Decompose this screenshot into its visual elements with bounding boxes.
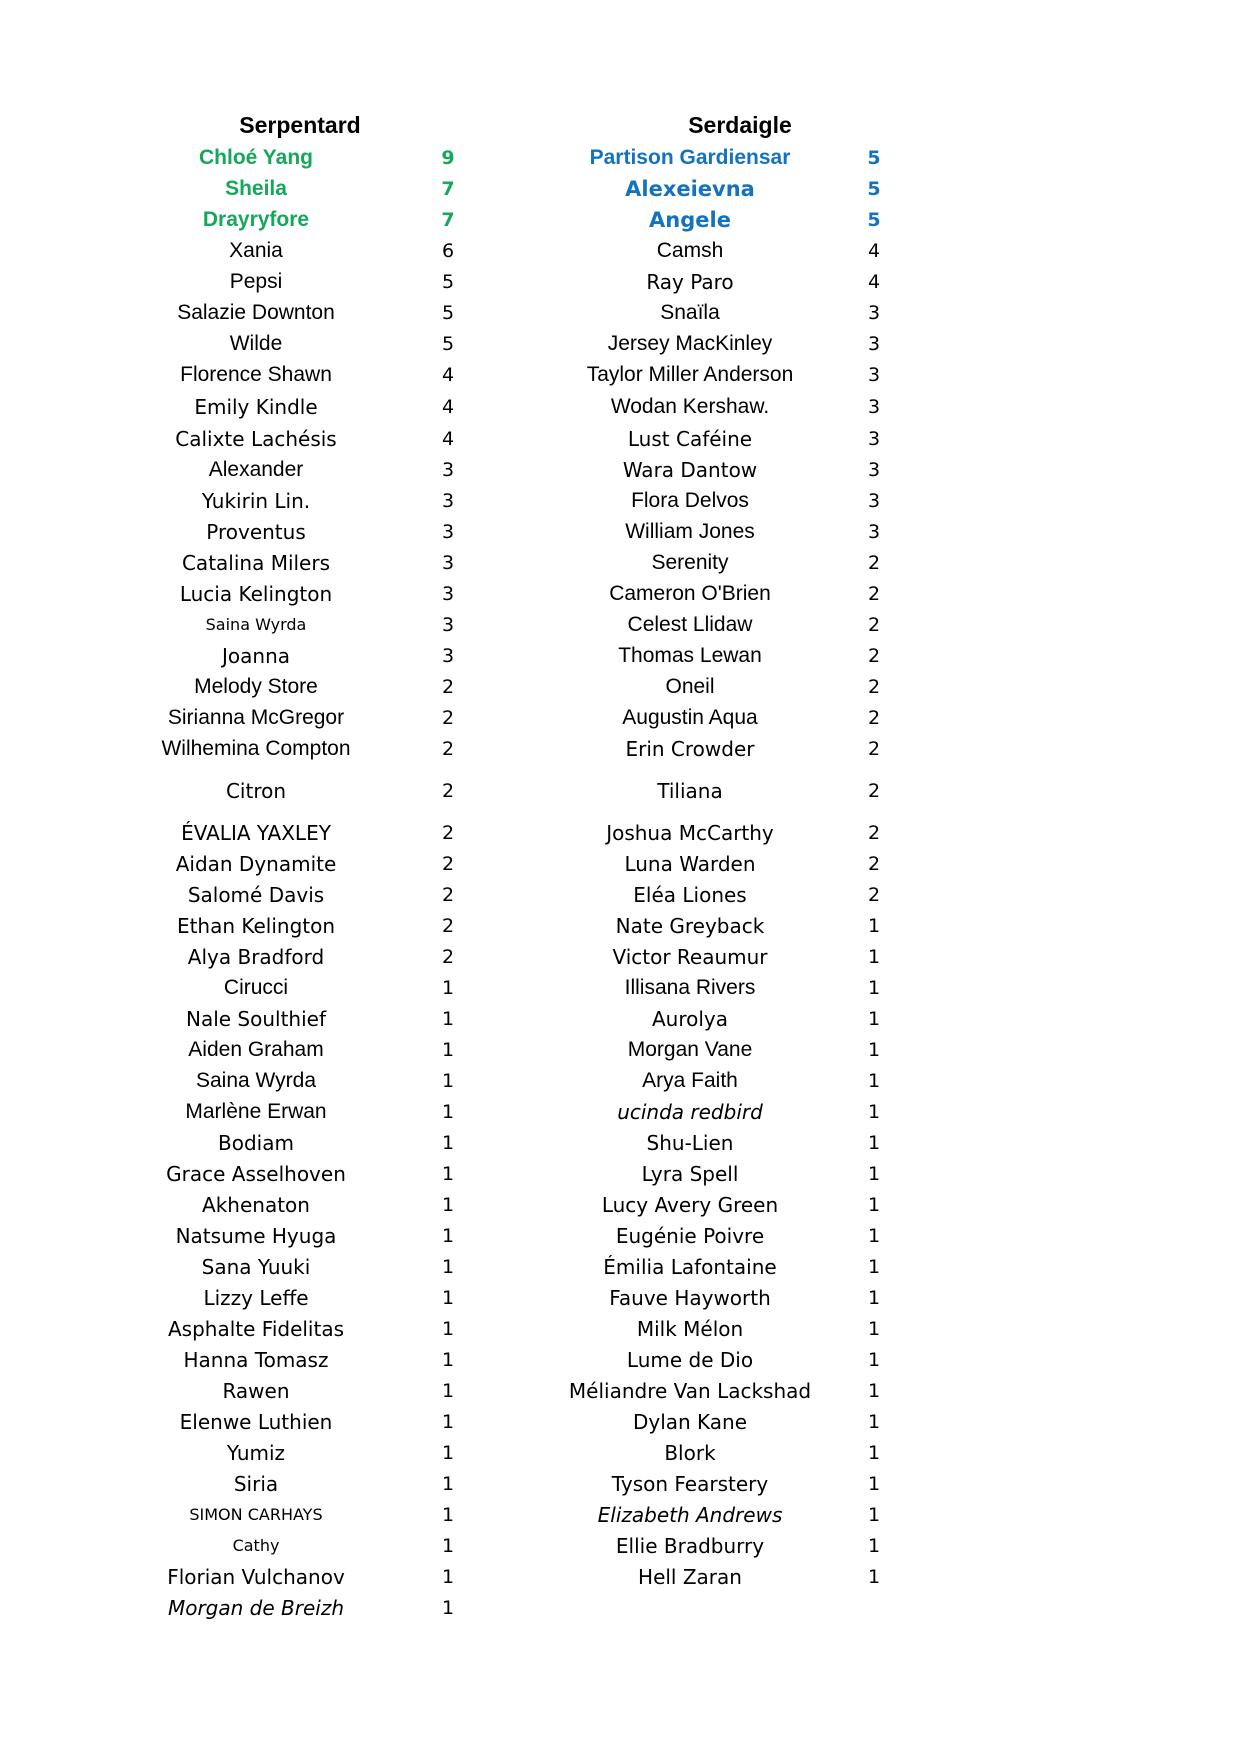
- serpentard-member-name: Pepsi: [229, 270, 283, 293]
- serpentard-member-name: Morgan de Breizh: [167, 1596, 345, 1620]
- serpentard-member-count: 1: [441, 1039, 455, 1061]
- serdaigle-member-count: 3: [867, 302, 881, 324]
- serpentard-member-name: Sirianna McGregor: [167, 706, 345, 729]
- serpentard-member-count: 1: [441, 1287, 455, 1309]
- serdaigle-member-name: Wara Dantow: [622, 458, 758, 482]
- serdaigle-member-count: 1: [867, 1101, 881, 1123]
- serdaigle-member-name: Lust Caféine: [627, 427, 753, 451]
- serdaigle-member-name: Morgan Vane: [627, 1038, 753, 1061]
- serpentard-member-name: Saina Wyrda: [205, 615, 307, 634]
- serpentard-member-count: 1: [441, 1504, 455, 1526]
- serpentard-member-count: 1: [441, 1535, 455, 1557]
- serdaigle-member-count: 1: [867, 1380, 881, 1402]
- serdaigle-member-count: 1: [867, 946, 881, 968]
- serpentard-member-name: Yukirin Lin.: [201, 489, 311, 513]
- serdaigle-member-count: 4: [867, 240, 881, 262]
- serdaigle-member-name: Nate Greyback: [615, 914, 765, 938]
- serpentard-member-count: 3: [441, 645, 455, 667]
- serdaigle-member-count: 1: [867, 1473, 881, 1495]
- serdaigle-member-name: Blork: [664, 1441, 716, 1465]
- serpentard-member-name: Florian Vulchanov: [167, 1565, 345, 1589]
- serdaigle-member-count: 2: [867, 676, 881, 698]
- serdaigle-member-name: Dylan Kane: [632, 1410, 748, 1434]
- serpentard-member-name: Bodiam: [218, 1131, 294, 1155]
- serdaigle-member-name: Partison Gardiensar: [589, 146, 791, 169]
- serpentard-member-name: Siria: [233, 1472, 279, 1496]
- serpentard-member-name: Rawen: [222, 1379, 290, 1403]
- serpentard-member-count: 2: [441, 946, 455, 968]
- serpentard-member-name: Sheila: [225, 177, 287, 200]
- serdaigle-member-count: 1: [867, 1039, 881, 1061]
- serpentard-member-count: 5: [441, 271, 455, 293]
- serpentard-member-count: 1: [441, 1380, 455, 1402]
- serdaigle-member-count: 2: [867, 583, 881, 605]
- serdaigle-member-name: Lyra Spell: [641, 1162, 739, 1186]
- serpentard-member-name: Joanna: [222, 644, 290, 668]
- serpentard-member-count: 1: [441, 1597, 455, 1619]
- serdaigle-member-count: 5: [867, 178, 881, 200]
- serpentard-member-count: 2: [441, 676, 455, 698]
- serpentard-member-name: Proventus: [206, 520, 306, 544]
- serpentard-member-count: 1: [441, 1442, 455, 1464]
- serdaigle-member-name: Celest Llidaw: [627, 613, 753, 636]
- serdaigle-member-count: 1: [867, 1566, 881, 1588]
- serpentard-member-count: 1: [441, 1473, 455, 1495]
- serdaigle-member-name: Elizabeth Andrews: [597, 1503, 783, 1527]
- serdaigle-member-count: 1: [867, 1008, 881, 1030]
- serpentard-member-name: Ethan Kelington: [176, 914, 336, 938]
- serpentard-member-name: Xania: [229, 239, 283, 262]
- serdaigle-member-name: Lucy Avery Green: [601, 1193, 779, 1217]
- serpentard-member-count: 1: [441, 1256, 455, 1278]
- serpentard-member-count: 3: [441, 490, 455, 512]
- serpentard-member-count: 1: [441, 1163, 455, 1185]
- serdaigle-member-count: 1: [867, 1132, 881, 1154]
- serdaigle-member-name: Augustin Aqua: [622, 706, 758, 729]
- serpentard-member-count: 3: [441, 552, 455, 574]
- serpentard-member-name: Salomé Davis: [187, 883, 325, 907]
- serdaigle-member-count: 1: [867, 1163, 881, 1185]
- serpentard-member-name: Emily Kindle: [194, 395, 318, 419]
- serdaigle-member-count: 2: [867, 614, 881, 636]
- serdaigle-member-name: Méliandre Van Lackshad: [568, 1379, 812, 1403]
- serpentard-member-count: 1: [441, 1101, 455, 1123]
- serpentard-member-name: Cirucci: [223, 976, 289, 999]
- serdaigle-member-count: 1: [867, 977, 881, 999]
- serdaigle-member-count: 3: [867, 490, 881, 512]
- serpentard-member-count: 2: [441, 853, 455, 875]
- serpentard-member-name: Wilhemina Compton: [161, 737, 351, 760]
- serpentard-member-count: 1: [441, 1318, 455, 1340]
- serpentard-member-name: SIMON CARHAYS: [189, 1505, 323, 1524]
- serpentard-member-name: Sana Yuuki: [201, 1255, 311, 1279]
- serdaigle-member-count: 2: [867, 822, 881, 844]
- serpentard-member-name: Citron: [225, 779, 287, 803]
- serpentard-member-count: 3: [441, 583, 455, 605]
- serdaigle-member-count: 2: [867, 738, 881, 760]
- serdaigle-member-count: 1: [867, 1225, 881, 1247]
- serdaigle-member-count: 2: [867, 780, 881, 802]
- serpentard-member-name: Nale Soulthief: [185, 1007, 327, 1031]
- serdaigle-member-count: 2: [867, 552, 881, 574]
- serpentard-member-count: 1: [441, 1225, 455, 1247]
- serdaigle-member-name: Eugénie Poivre: [615, 1224, 765, 1248]
- serdaigle-member-count: 5: [867, 209, 881, 231]
- serpentard-member-name: Aidan Dynamite: [175, 852, 337, 876]
- serpentard-member-name: ÉVALIA YAXLEY: [181, 821, 331, 845]
- serdaigle-member-name: Shu-Lien: [646, 1131, 734, 1155]
- serdaigle-member-name: Wodan Kershaw.: [610, 395, 770, 418]
- serdaigle-member-name: Illisana Rivers: [624, 976, 756, 999]
- serpentard-member-count: 3: [441, 459, 455, 481]
- serdaigle-member-count: 1: [867, 1194, 881, 1216]
- serpentard-member-count: 7: [441, 209, 455, 231]
- serpentard-member-name: Natsume Hyuga: [175, 1224, 337, 1248]
- serdaigle-member-count: 1: [867, 1442, 881, 1464]
- serpentard-member-name: Wilde: [229, 332, 283, 355]
- serpentard-member-name: Elenwe Luthien: [179, 1410, 333, 1434]
- serpentard-member-count: 2: [441, 780, 455, 802]
- serdaigle-member-name: Ellie Bradburry: [615, 1534, 765, 1558]
- serpentard-member-count: 1: [441, 1070, 455, 1092]
- serdaigle-member-count: 2: [867, 853, 881, 875]
- serpentard-member-count: 3: [441, 521, 455, 543]
- serpentard-member-count: 4: [441, 396, 455, 418]
- serdaigle-member-name: Snaïla: [660, 301, 720, 324]
- serpentard-member-name: Marlène Erwan: [185, 1100, 327, 1123]
- serdaigle-member-name: Serenity: [651, 551, 729, 574]
- serdaigle-member-count: 3: [867, 396, 881, 418]
- serpentard-member-count: 2: [441, 738, 455, 760]
- serpentard-member-count: 2: [441, 707, 455, 729]
- serpentard-member-name: Lizzy Leffe: [203, 1286, 309, 1310]
- serpentard-member-count: 3: [441, 614, 455, 636]
- serdaigle-member-name: Jersey MacKinley: [607, 332, 773, 355]
- serpentard-member-name: Grace Asselhoven: [166, 1162, 346, 1186]
- serdaigle-member-count: 1: [867, 1070, 881, 1092]
- serdaigle-member-name: Victor Reaumur: [612, 945, 768, 969]
- serdaigle-member-count: 1: [867, 1535, 881, 1557]
- serdaigle-member-count: 3: [867, 521, 881, 543]
- serpentard-member-count: 7: [441, 178, 455, 200]
- serdaigle-member-name: Arya Faith: [642, 1069, 738, 1092]
- serdaigle-member-count: 1: [867, 1349, 881, 1371]
- serpentard-member-name: Drayryfore: [202, 208, 310, 231]
- serdaigle-member-name: Tiliana: [657, 779, 723, 803]
- serdaigle-member-name: Alexeievna: [625, 177, 755, 201]
- serpentard-member-name: Akhenaton: [202, 1193, 310, 1217]
- serdaigle-member-count: 3: [867, 428, 881, 450]
- serdaigle-member-count: 2: [867, 884, 881, 906]
- serdaigle-member-count: 1: [867, 1504, 881, 1526]
- serdaigle-member-name: Taylor Miller Anderson: [586, 363, 794, 386]
- serpentard-member-name: Yumiz: [226, 1441, 286, 1465]
- serpentard-member-count: 1: [441, 1194, 455, 1216]
- serdaigle-member-count: 3: [867, 333, 881, 355]
- serdaigle-member-count: 4: [867, 271, 881, 293]
- serdaigle-member-count: 3: [867, 459, 881, 481]
- house-title-serpentard: Serpentard: [239, 112, 361, 138]
- serdaigle-member-count: 1: [867, 1411, 881, 1433]
- serdaigle-member-name: Tyson Fearstery: [611, 1472, 769, 1496]
- serpentard-member-count: 1: [441, 1411, 455, 1433]
- serpentard-member-name: Saina Wyrda: [195, 1069, 317, 1092]
- serdaigle-member-name: William Jones: [625, 520, 755, 543]
- serpentard-member-name: Salazie Downton: [177, 301, 335, 324]
- serdaigle-member-count: 1: [867, 1318, 881, 1340]
- serpentard-member-name: Cathy: [232, 1536, 280, 1555]
- serpentard-member-count: 5: [441, 302, 455, 324]
- serpentard-member-count: 2: [441, 822, 455, 844]
- serpentard-member-count: 1: [441, 1132, 455, 1154]
- serpentard-member-count: 1: [441, 977, 455, 999]
- serpentard-member-name: Catalina Milers: [181, 551, 331, 575]
- serpentard-member-count: 1: [441, 1349, 455, 1371]
- serdaigle-member-count: 1: [867, 1287, 881, 1309]
- serdaigle-member-name: Thomas Lewan: [618, 644, 762, 667]
- serpentard-member-name: Calixte Lachésis: [175, 427, 337, 451]
- serdaigle-member-count: 5: [867, 147, 881, 169]
- serdaigle-member-count: 1: [867, 1256, 881, 1278]
- serdaigle-member-name: Joshua McCarthy: [606, 821, 774, 845]
- serpentard-member-name: Alexander: [208, 458, 304, 481]
- serpentard-member-name: Hanna Tomasz: [183, 1348, 329, 1372]
- serdaigle-member-name: Flora Delvos: [631, 489, 749, 512]
- serdaigle-member-count: 1: [867, 915, 881, 937]
- serpentard-member-count: 1: [441, 1566, 455, 1588]
- serdaigle-member-name: Hell Zaran: [638, 1565, 742, 1589]
- serdaigle-member-name: Eléa Liones: [633, 883, 747, 907]
- serdaigle-member-name: Cameron O'Brien: [609, 582, 771, 605]
- serpentard-member-name: Asphalte Fidelitas: [167, 1317, 345, 1341]
- serdaigle-member-count: 2: [867, 645, 881, 667]
- serpentard-member-name: Alya Bradford: [187, 945, 325, 969]
- serpentard-member-name: Melody Store: [194, 675, 318, 698]
- house-title-serdaigle: Serdaigle: [688, 112, 792, 138]
- serpentard-member-name: Aiden Graham: [188, 1038, 324, 1061]
- serdaigle-member-name: Lume de Dio: [626, 1348, 754, 1372]
- serpentard-member-count: 9: [441, 147, 455, 169]
- serpentard-member-count: 2: [441, 915, 455, 937]
- serdaigle-member-name: Aurolya: [651, 1007, 729, 1031]
- serpentard-member-count: 1: [441, 1008, 455, 1030]
- serdaigle-member-name: Fauve Hayworth: [609, 1286, 771, 1310]
- serdaigle-member-name: Milk Mélon: [636, 1317, 744, 1341]
- serpentard-member-count: 6: [441, 240, 455, 262]
- serdaigle-member-name: ucinda redbird: [617, 1100, 763, 1124]
- serpentard-member-name: Lucia Kelington: [179, 582, 333, 606]
- serdaigle-member-count: 2: [867, 707, 881, 729]
- serdaigle-member-name: Luna Warden: [624, 852, 756, 876]
- serpentard-member-count: 4: [441, 364, 455, 386]
- serdaigle-member-name: Oneil: [665, 675, 715, 698]
- serdaigle-member-name: Ray Paro: [646, 270, 734, 294]
- serdaigle-member-name: Angele: [649, 208, 731, 232]
- serpentard-member-count: 4: [441, 428, 455, 450]
- serpentard-member-count: 5: [441, 333, 455, 355]
- serpentard-member-count: 2: [441, 884, 455, 906]
- serpentard-member-name: Chloé Yang: [199, 146, 313, 169]
- serdaigle-member-count: 3: [867, 364, 881, 386]
- serdaigle-member-name: Émilia Lafontaine: [603, 1255, 777, 1279]
- serdaigle-member-name: Erin Crowder: [625, 737, 755, 761]
- serdaigle-member-name: Camsh: [656, 239, 724, 262]
- serpentard-member-name: Florence Shawn: [180, 363, 332, 386]
